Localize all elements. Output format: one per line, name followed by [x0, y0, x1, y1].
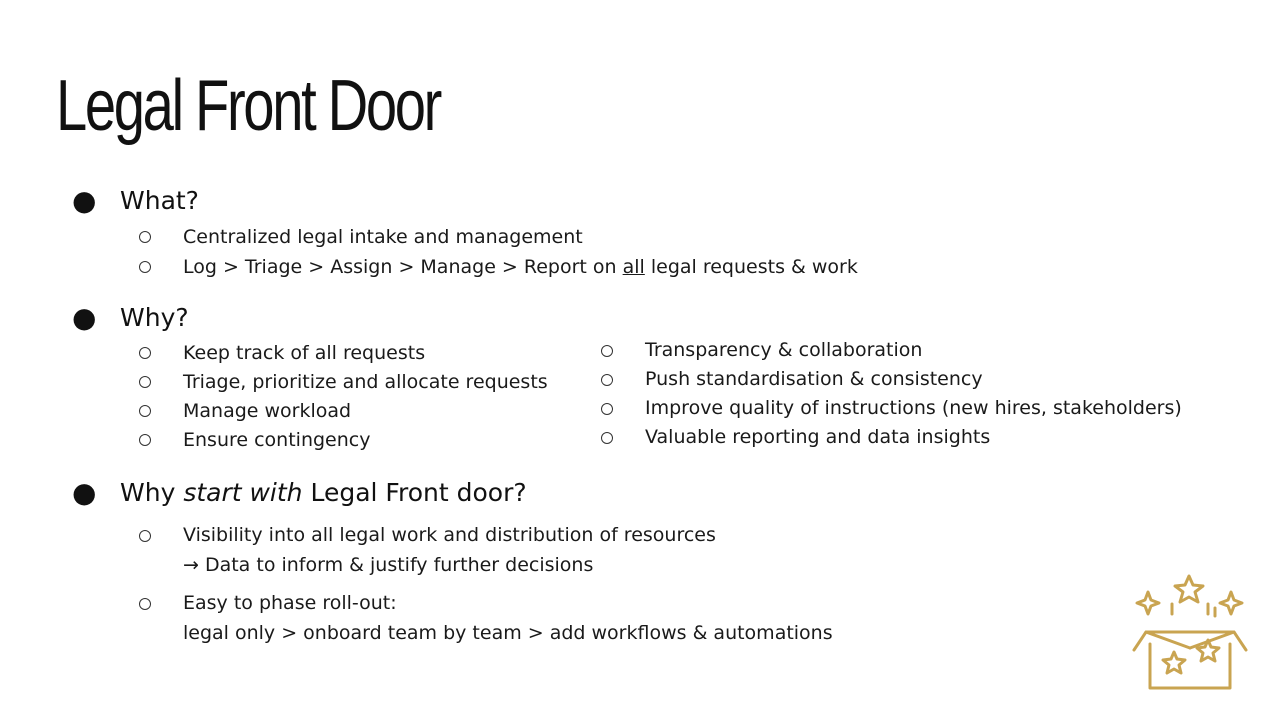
- why-left-item-2: Triage, prioritize and allocate requests: [183, 371, 548, 393]
- bullet-dot: ●: [72, 301, 97, 334]
- heading-what: What?: [120, 186, 199, 215]
- bullet-circle: [139, 261, 151, 273]
- heading-why-start-italic: start with: [183, 478, 303, 507]
- why-left-item-4: Ensure contingency: [183, 429, 371, 451]
- what-item-2-after: legal requests & work: [644, 256, 858, 278]
- heading-why-start-suffix: Legal Front door?: [302, 478, 527, 507]
- bullet-circle: [139, 376, 151, 388]
- what-item-2: [183, 255, 858, 279]
- bullet-dot: ●: [72, 184, 97, 217]
- why-start-item-1-line1: Visibility into all legal work and distribution of resources: [183, 524, 716, 546]
- what-item-2-underlined: all: [622, 256, 645, 278]
- why-start-item-1-line2: → Data to inform & justify further decisions: [183, 554, 594, 576]
- why-right-item-3: Improve quality of instructions (new hires, stakeholders): [645, 397, 1182, 419]
- why-right-item-2: Push standardisation & consistency: [645, 368, 983, 390]
- what-item-2-before: Log > Triage > Assign > Manage > Report on: [183, 256, 623, 278]
- bullet-circle: [601, 345, 613, 357]
- slide-title: Legal Front Door: [56, 66, 440, 146]
- why-left-item-1: Keep track of all requests: [183, 342, 426, 364]
- bullet-circle: [139, 530, 151, 542]
- why-start-item-2-line1: Easy to phase roll-out:: [183, 592, 397, 614]
- why-start-item-2-line2: legal only > onboard team by team > add workflows & automations: [183, 622, 833, 644]
- why-left-item-3: Manage workload: [183, 400, 352, 422]
- why-right-item-1: Transparency & collaboration: [645, 339, 923, 361]
- bullet-circle: [139, 347, 151, 359]
- bullet-circle: [139, 598, 151, 610]
- heading-why: Why?: [120, 303, 189, 332]
- bullet-circle: [139, 434, 151, 446]
- bullet-circle: [601, 432, 613, 444]
- bullet-circle: [601, 403, 613, 415]
- bullet-circle: [139, 405, 151, 417]
- heading-why-start: [120, 478, 527, 508]
- what-item-1: Centralized legal intake and management: [183, 226, 583, 248]
- bullet-circle: [139, 231, 151, 243]
- heading-why-start-prefix: Why: [120, 478, 184, 507]
- bullet-dot: ●: [72, 476, 97, 509]
- gift-box-with-stars-icon: [1128, 570, 1252, 694]
- why-right-item-4: Valuable reporting and data insights: [645, 426, 991, 448]
- bullet-circle: [601, 374, 613, 386]
